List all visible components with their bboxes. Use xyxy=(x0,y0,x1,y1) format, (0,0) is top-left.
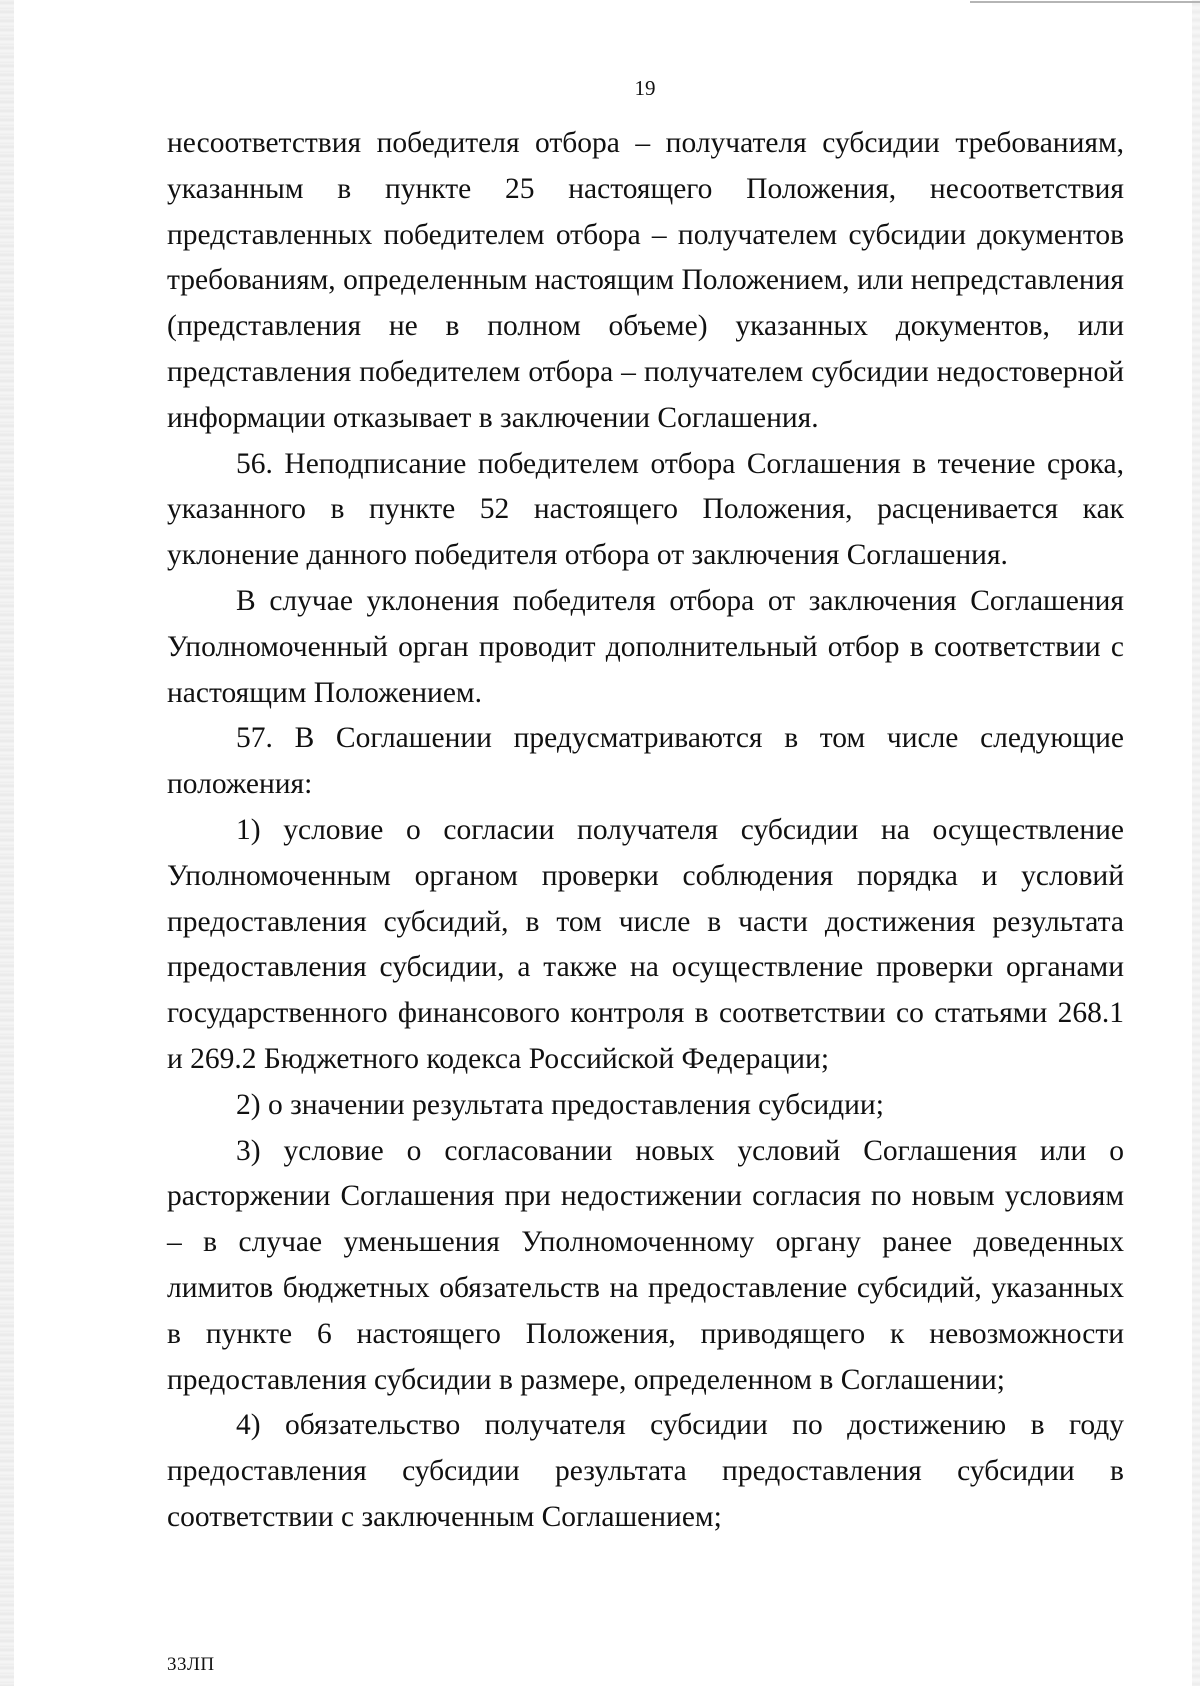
scan-edge-left xyxy=(0,0,14,1686)
paragraph-evasion: В случае уклонения победителя отбора от заключения Соглашения Уполномоченный орган проводит дополнительный отбор в соответствии с настоящим Положением. xyxy=(167,584,1124,709)
scan-edge-right xyxy=(1192,0,1200,1686)
list-item-1: 1) условие о согласии получателя субсидии на осуществление Уполномоченным органом проверки соблюдения порядка и условий предоставления субсидий, в том числе в части достижения результата предоставления субсидии, а также на осуществление проверки органами государственного финансового контроля в соответствии со статьями 268.1 и 269.2 Бюджетного кодекса Российской Федерации; xyxy=(167,813,1124,1075)
paragraph-56: 56. Неподписание победителем отбора Соглашения в течение срока, указанного в пункте 52 настоящего Положения, расценивается как уклонение данного победителя отбора от заключения Соглашения. xyxy=(167,447,1124,572)
list-item-3: 3) условие о согласовании новых условий Соглашения или о расторжении Соглашения при недостижении согласия по новым условиям – в случае уменьшения Уполномоченному органу ранее доведенных лимитов бюджетных обязательств на предоставление субсидий, указанных в пункте 6 настоящего Положения, приводящего к невозможности предоставления субсидии в размере, определенном в Соглашении; xyxy=(167,1134,1124,1396)
page-number: 19 xyxy=(634,76,656,100)
list-item-4: 4) обязательство получателя субсидии по достижению в году предоставления субсидии результата предоставления субсидии в соответствии с заключенным Соглашением; xyxy=(167,1409,1124,1533)
paragraph-57: 57. В Соглашении предусматриваются в том числе следующие положения: xyxy=(167,722,1124,801)
list-item-2: 2) о значении результата предоставления субсидии; xyxy=(236,1088,884,1121)
footer-code: 33ЛП xyxy=(167,1654,215,1675)
document-body xyxy=(167,121,1124,1541)
paragraph-continuation: несоответствия победителя отбора – получателя субсидии требованиям, указанным в пункте 25 настоящего Положения, несоответствия представленных победителем отбора – получателем субсидии документов требованиям, определенным настоящим Положением, или непредставления (представления не в полном объеме) указанных документов, или представления победителем отбора – получателем субсидии недостоверной информации отказывает в заключении Соглашения. xyxy=(167,127,1124,434)
scan-top-line xyxy=(970,1,1200,3)
